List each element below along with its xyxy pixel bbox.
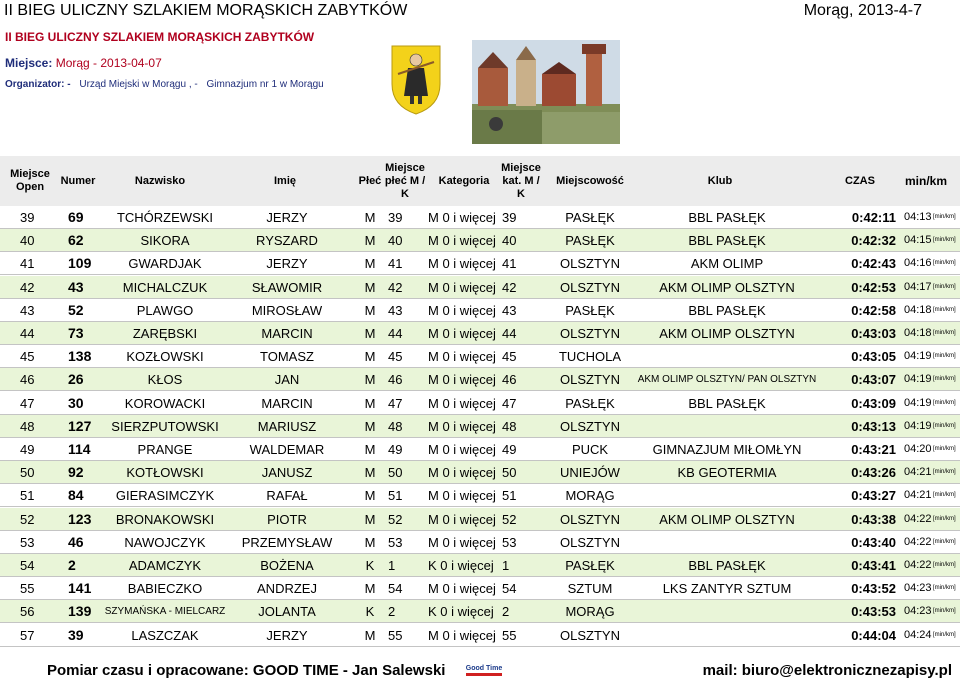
cell-place-category: 2 xyxy=(502,604,510,620)
cell-time: 0:43:26 xyxy=(851,465,896,481)
cell-place-category: 54 xyxy=(502,581,517,597)
cell-category: K 0 i więcej xyxy=(428,604,494,620)
cell-place-sex: 1 xyxy=(388,558,396,573)
cell-open-place: 46 xyxy=(20,372,35,388)
cell-bib-number: 43 xyxy=(68,278,84,295)
cell-category: M 0 i więcej xyxy=(428,256,496,272)
cell-bib-number: 26 xyxy=(68,371,84,388)
cell-place-sex: 47 xyxy=(388,395,403,411)
cell-bib-number: 109 xyxy=(68,255,92,272)
table-row xyxy=(0,554,960,577)
cell-open-place: 42 xyxy=(20,279,35,295)
cell-bib-number: 138 xyxy=(68,348,92,365)
organizer-label: Organizator: - xyxy=(5,79,71,90)
cell-pace: 04:23 xyxy=(904,605,932,618)
cell-city: MORĄG xyxy=(565,488,615,504)
cell-surname: PLAWGO xyxy=(136,302,194,318)
cell-first-name: BOŻENA xyxy=(260,558,314,573)
table-row xyxy=(0,484,960,507)
cell-sex: M xyxy=(364,511,376,527)
cell-category: M 0 i więcej xyxy=(428,465,496,481)
good-time-logo xyxy=(466,661,502,677)
cell-club: BBL PASŁĘK xyxy=(688,233,766,249)
col-first-name: Imię xyxy=(273,174,296,187)
cell-first-name: JANUSZ xyxy=(261,465,313,481)
cell-first-name: ANDRZEJ xyxy=(257,581,317,597)
cell-bib-number: 84 xyxy=(68,487,84,504)
cell-city: PUCK xyxy=(571,442,609,457)
col-category: Kategoria xyxy=(438,174,490,187)
cell-time: 0:42:11 xyxy=(851,210,896,225)
cell-sex: M xyxy=(364,233,376,249)
cell-city: PASŁĘK xyxy=(565,558,615,573)
cell-time: 0:42:58 xyxy=(851,302,896,318)
cell-pace-unit: [min/km] xyxy=(933,631,956,638)
cell-bib-number: 114 xyxy=(68,441,91,457)
cell-sex: M xyxy=(364,627,376,643)
cell-place-category: 47 xyxy=(502,395,517,411)
cell-bib-number: 92 xyxy=(68,464,84,481)
cell-time: 0:43:52 xyxy=(851,581,896,597)
cell-category: M 0 i więcej xyxy=(428,534,496,550)
cell-surname: KOTŁOWSKI xyxy=(126,465,204,481)
cell-open-place: 50 xyxy=(20,465,35,481)
cell-category: M 0 i więcej xyxy=(428,326,496,341)
table-row xyxy=(0,299,960,322)
cell-first-name: JERZY xyxy=(266,627,308,643)
cell-time: 0:43:13 xyxy=(851,418,896,434)
cell-club: AKM OLIMP OLSZTYN/ PAN OLSZTYN xyxy=(637,374,817,386)
cell-club xyxy=(628,484,826,507)
cell-sex: M xyxy=(364,349,376,365)
cell-surname: NAWOJCZYK xyxy=(124,534,206,550)
cell-place-sex: 49 xyxy=(388,442,403,457)
table-row xyxy=(0,345,960,368)
cell-first-name: JAN xyxy=(274,372,300,388)
organizer-line xyxy=(5,79,330,90)
cell-time: 0:43:41 xyxy=(851,558,896,573)
cell-time: 0:43:53 xyxy=(851,604,896,620)
cell-place-sex: 40 xyxy=(388,233,403,249)
cell-place-sex: 54 xyxy=(388,581,403,597)
cell-pace: 04:22 xyxy=(904,559,932,571)
cell-pace-unit: [min/km] xyxy=(933,538,956,545)
table-row xyxy=(0,276,960,299)
cell-pace: 04:16 xyxy=(904,257,932,270)
cell-surname: BRONAKOWSKI xyxy=(115,511,215,527)
place-label: Miejsce: xyxy=(5,56,53,70)
cell-open-place: 47 xyxy=(20,395,35,411)
cell-category: M 0 i więcej xyxy=(428,442,496,457)
cell-bib-number: 39 xyxy=(68,626,84,643)
cell-first-name: JERZY xyxy=(266,210,308,225)
cell-open-place: 41 xyxy=(20,256,35,272)
footer-timing-credit: Pomiar czasu i opracowane: GOOD TIME - Jan Salewski xyxy=(47,662,446,679)
cell-city: OLSZTYN xyxy=(560,534,620,550)
cell-bib-number: 73 xyxy=(68,325,84,341)
cell-place-sex: 48 xyxy=(388,418,403,434)
cell-place-sex: 43 xyxy=(388,302,403,318)
cell-place-sex: 42 xyxy=(388,279,403,295)
cell-time: 0:43:05 xyxy=(851,349,896,365)
cell-open-place: 48 xyxy=(20,418,35,434)
cell-surname: TCHÓRZEWSKI xyxy=(116,210,214,225)
cell-surname: KŁOS xyxy=(147,372,183,388)
cell-surname: SIERZPUTOWSKI xyxy=(111,418,219,434)
cell-pace: 04:19 xyxy=(904,419,932,432)
cell-pace-unit: [min/km] xyxy=(933,608,956,615)
cell-open-place: 45 xyxy=(20,349,35,365)
cell-category: M 0 i więcej xyxy=(428,210,496,225)
cell-pace-unit: [min/km] xyxy=(933,562,956,568)
cell-pace: 04:18 xyxy=(904,327,932,339)
cell-place-sex: 52 xyxy=(388,511,403,527)
table-row xyxy=(0,206,960,229)
cell-club xyxy=(628,624,826,647)
col-sex: Płeć xyxy=(358,174,382,187)
table-row xyxy=(0,461,960,484)
cell-sex: M xyxy=(364,465,376,481)
cell-category: M 0 i więcej xyxy=(428,395,496,411)
table-row xyxy=(0,368,960,391)
cell-sex: M xyxy=(364,418,376,434)
cell-club: AKM OLIMP OLSZTYN xyxy=(659,279,795,295)
organizer-1: Urząd Miejski w Morągu , - xyxy=(79,79,198,90)
cell-place-sex: 2 xyxy=(388,604,396,620)
cell-bib-number: 62 xyxy=(68,232,84,249)
cell-open-place: 52 xyxy=(20,511,35,527)
cell-pace-unit: [min/km] xyxy=(933,306,956,313)
cell-pace-unit: [min/km] xyxy=(933,260,956,267)
table-row xyxy=(0,392,960,415)
cell-place-category: 43 xyxy=(502,302,517,318)
cell-first-name: JOLANTA xyxy=(258,604,316,620)
cell-first-name: RYSZARD xyxy=(256,233,318,249)
cell-open-place: 40 xyxy=(20,233,35,249)
cell-surname: LASZCZAK xyxy=(131,627,199,643)
organizer-2: Gimnazjum nr 1 w Morągu xyxy=(206,79,324,90)
cell-club xyxy=(628,415,826,438)
cell-open-place: 39 xyxy=(20,210,35,225)
cell-pace: 04:19 xyxy=(904,396,932,409)
cell-pace-unit: [min/km] xyxy=(933,469,956,476)
cell-pace-unit: [min/km] xyxy=(933,585,956,592)
cell-category: K 0 i więcej xyxy=(428,558,494,573)
cell-place-category: 40 xyxy=(502,233,517,249)
cell-pace-unit: [min/km] xyxy=(933,399,956,406)
cell-open-place: 57 xyxy=(20,627,35,643)
cell-club xyxy=(628,531,826,554)
cell-city: OLSZTYN xyxy=(560,279,620,295)
cell-time: 0:43:09 xyxy=(851,395,896,411)
cell-city: PASŁĘK xyxy=(565,233,615,249)
top-header-bar xyxy=(0,0,960,22)
cell-club: KB GEOTERMIA xyxy=(677,465,777,481)
cell-city: TUCHOLA xyxy=(558,349,622,365)
cell-sex: K xyxy=(365,604,375,620)
cell-city: OLSZTYN xyxy=(560,326,620,341)
cell-pace: 04:24 xyxy=(904,628,932,641)
cell-category: M 0 i więcej xyxy=(428,372,496,388)
cell-category: M 0 i więcej xyxy=(428,279,496,295)
cell-category: M 0 i więcej xyxy=(428,418,496,434)
cell-place-sex: 45 xyxy=(388,349,403,365)
cell-category: M 0 i więcej xyxy=(428,488,496,504)
cell-pace: 04:22 xyxy=(904,535,932,548)
cell-first-name: MARIUSZ xyxy=(257,418,317,434)
cell-bib-number: 123 xyxy=(68,510,92,527)
cell-place-category: 53 xyxy=(502,534,517,550)
cell-bib-number: 141 xyxy=(68,580,92,597)
cell-club: BBL PASŁĘK xyxy=(688,395,766,411)
cell-first-name: WALDEMAR xyxy=(249,442,325,457)
table-header xyxy=(0,156,960,206)
cell-surname: MICHALCZUK xyxy=(122,279,208,295)
cell-category: M 0 i więcej xyxy=(428,302,496,318)
cell-first-name: SŁAWOMIR xyxy=(251,279,323,295)
cell-sex: M xyxy=(364,395,376,411)
cell-place-category: 55 xyxy=(502,627,517,643)
place-line xyxy=(5,56,162,70)
cell-first-name: MARCIN xyxy=(261,395,313,411)
cell-pace: 04:15 xyxy=(904,234,932,247)
cell-club: AKM OLIMP OLSZTYN xyxy=(659,326,795,341)
table-row xyxy=(0,322,960,345)
cell-surname: ADAMCZYK xyxy=(128,558,202,573)
col-place-category: Miejsce kat. M / K xyxy=(501,161,541,200)
cell-place-sex: 44 xyxy=(388,326,403,341)
cell-pace: 04:19 xyxy=(904,350,932,363)
cell-sex: K xyxy=(365,558,375,573)
cell-club: BBL PASŁĘK xyxy=(688,210,766,225)
cell-pace: 04:13 xyxy=(904,211,932,223)
cell-open-place: 56 xyxy=(20,604,35,620)
cell-place-category: 1 xyxy=(502,558,510,573)
cell-time: 0:42:53 xyxy=(851,279,896,295)
cell-place-category: 51 xyxy=(502,488,517,504)
cell-pace-unit: [min/km] xyxy=(933,214,956,220)
report-title: II BIEG ULICZNY SZLAKIEM MORĄSKICH ZABYTKÓW xyxy=(4,2,408,19)
cell-category: M 0 i więcej xyxy=(428,511,496,527)
cell-club: BBL PASŁĘK xyxy=(688,558,766,573)
cell-place-sex: 46 xyxy=(388,372,403,388)
cell-pace-unit: [min/km] xyxy=(933,353,956,360)
page-footer xyxy=(0,652,960,684)
cell-club: BBL PASŁĘK xyxy=(688,302,766,318)
cell-pace: 04:23 xyxy=(904,582,932,595)
cell-time: 0:43:27 xyxy=(851,488,896,504)
footer-email: mail: biuro@elektronicznezapisy.pl xyxy=(702,662,952,679)
cell-sex: M xyxy=(364,442,376,457)
cell-pace-unit: [min/km] xyxy=(933,446,956,452)
report-place-date: Morąg, 2013-4-7 xyxy=(803,2,922,19)
cell-time: 0:43:03 xyxy=(851,326,896,341)
table-row xyxy=(0,531,960,554)
cell-city: SZTUM xyxy=(567,581,613,597)
cell-time: 0:43:40 xyxy=(851,534,896,550)
cell-place-category: 49 xyxy=(502,442,517,457)
cell-first-name: TOMASZ xyxy=(260,349,314,365)
cell-city: PASŁĘK xyxy=(565,395,615,411)
cell-sex: M xyxy=(364,534,376,550)
cell-club: LKS ZANTYR SZTUM xyxy=(662,581,792,597)
cell-place-category: 45 xyxy=(502,349,517,365)
cell-surname: PRANGE xyxy=(137,442,193,457)
cell-pace: 04:21 xyxy=(904,489,932,502)
cell-category: M 0 i więcej xyxy=(428,233,496,249)
cell-pace-unit: [min/km] xyxy=(933,330,956,336)
cell-sex: M xyxy=(364,256,376,272)
cell-sex: M xyxy=(364,581,376,597)
table-row xyxy=(0,252,960,275)
cell-bib-number: 127 xyxy=(68,417,92,434)
cell-sex: M xyxy=(364,279,376,295)
table-row xyxy=(0,229,960,252)
cell-time: 0:43:38 xyxy=(851,511,896,527)
cell-category: M 0 i więcej xyxy=(428,581,496,597)
cell-pace: 04:21 xyxy=(904,466,932,479)
logo-text: Good Time xyxy=(466,665,502,672)
cell-place-category: 48 xyxy=(502,418,517,434)
cell-place-sex: 53 xyxy=(388,534,403,550)
cell-place-sex: 41 xyxy=(388,256,403,272)
row-divider xyxy=(0,646,960,647)
cell-city: OLSZTYN xyxy=(560,511,620,527)
town-collage-photo xyxy=(472,40,620,144)
cell-surname: ZARĘBSKI xyxy=(132,326,198,341)
cell-place-category: 52 xyxy=(502,511,517,527)
cell-bib-number: 2 xyxy=(68,557,76,573)
col-number: Numer xyxy=(60,174,96,187)
cell-city: PASŁĘK xyxy=(565,210,615,225)
cell-sex: M xyxy=(364,302,376,318)
cell-first-name: PRZEMYSŁAW xyxy=(241,534,333,550)
cell-time: 0:43:21 xyxy=(851,442,896,457)
cell-category: M 0 i więcej xyxy=(428,349,496,365)
cell-pace-unit: [min/km] xyxy=(933,237,956,244)
cell-time: 0:42:32 xyxy=(851,233,896,249)
cell-open-place: 43 xyxy=(20,302,35,318)
cell-pace: 04:17 xyxy=(904,280,932,293)
cell-club xyxy=(628,345,826,368)
cell-club: GIMNAZJUM MIŁOMŁYN xyxy=(652,442,802,457)
cell-place-category: 39 xyxy=(502,210,517,225)
cell-surname: GIERASIMCZYK xyxy=(115,488,215,504)
cell-surname: SIKORA xyxy=(140,233,190,249)
cell-bib-number: 139 xyxy=(68,603,92,620)
cell-club: AKM OLIMP xyxy=(690,256,764,272)
cell-time: 0:42:43 xyxy=(851,256,896,272)
cell-city: PASŁĘK xyxy=(565,302,615,318)
col-open: Miejsce Open xyxy=(10,168,50,193)
cell-place-sex: 50 xyxy=(388,465,403,481)
cell-club: AKM OLIMP OLSZTYN xyxy=(659,511,795,527)
cell-pace-unit: [min/km] xyxy=(933,422,956,429)
place-value: Morąg - 2013-04-07 xyxy=(55,56,162,70)
cell-place-category: 44 xyxy=(502,326,517,341)
col-club: Klub xyxy=(707,174,733,187)
cell-first-name: MIROSŁAW xyxy=(251,302,323,318)
cell-first-name: MARCIN xyxy=(261,326,313,341)
cell-pace: 04:22 xyxy=(904,512,932,525)
cell-city: UNIEJÓW xyxy=(560,465,620,481)
cell-surname: BABIECZKO xyxy=(127,581,203,597)
cell-first-name: RAFAŁ xyxy=(266,488,308,504)
cell-surname: GWARDJAK xyxy=(128,256,202,272)
town-crest-image xyxy=(370,44,462,116)
cell-first-name: JERZY xyxy=(266,256,308,272)
cell-open-place: 53 xyxy=(20,534,35,550)
cell-place-category: 50 xyxy=(502,465,517,481)
cell-first-name: PIOTR xyxy=(267,511,307,527)
cell-city: OLSZTYN xyxy=(560,418,620,434)
table-row xyxy=(0,508,960,531)
cell-place-category: 46 xyxy=(502,372,517,388)
cell-pace-unit: [min/km] xyxy=(933,492,956,499)
cell-pace-unit: [min/km] xyxy=(933,515,956,522)
cell-open-place: 44 xyxy=(20,326,35,341)
cell-bib-number: 52 xyxy=(68,301,84,318)
table-row xyxy=(0,577,960,600)
race-title: II BIEG ULICZNY SZLAKIEM MORĄSKICH ZABYTKÓW xyxy=(5,30,315,44)
table-row xyxy=(0,600,960,623)
col-place-sex: Miejsce płeć M / K xyxy=(384,161,426,200)
cell-bib-number: 30 xyxy=(68,394,84,411)
cell-time: 0:43:07 xyxy=(851,372,896,388)
cell-pace: 04:19 xyxy=(904,373,932,386)
cell-open-place: 55 xyxy=(20,581,35,597)
cell-pace-unit: [min/km] xyxy=(933,283,956,290)
cell-pace: 04:20 xyxy=(904,443,932,455)
cell-city: OLSZTYN xyxy=(560,256,620,272)
cell-place-sex: 39 xyxy=(388,210,403,225)
cell-sex: M xyxy=(364,372,376,388)
cell-sex: M xyxy=(364,210,376,225)
cell-open-place: 51 xyxy=(20,488,35,504)
cell-sex: M xyxy=(364,488,376,504)
cell-surname: KOZŁOWSKI xyxy=(126,349,204,365)
cell-surname: SZYMAŃSKA - MIELCARZ xyxy=(104,606,226,618)
table-row xyxy=(0,438,960,461)
cell-surname: KOROWACKI xyxy=(124,395,206,411)
cell-time: 0:44:04 xyxy=(851,627,896,643)
cell-city: OLSZTYN xyxy=(560,372,620,388)
cell-place-category: 41 xyxy=(502,256,517,272)
col-pace: min/km xyxy=(904,173,947,188)
cell-open-place: 49 xyxy=(20,442,35,457)
cell-city: OLSZTYN xyxy=(560,627,620,643)
cell-place-category: 42 xyxy=(502,279,517,295)
cell-club xyxy=(628,600,826,623)
table-row xyxy=(0,624,960,647)
cell-sex: M xyxy=(364,326,376,341)
cell-bib-number: 46 xyxy=(68,533,84,550)
cell-place-sex: 55 xyxy=(388,627,403,643)
cell-city: MORĄG xyxy=(565,604,615,620)
table-row xyxy=(0,415,960,438)
cell-place-sex: 51 xyxy=(388,488,403,504)
cell-bib-number: 69 xyxy=(68,209,84,225)
cell-open-place: 54 xyxy=(20,558,35,573)
cell-category: M 0 i więcej xyxy=(428,627,496,643)
col-time: CZAS xyxy=(845,174,875,187)
col-city: Miejscowość xyxy=(556,174,624,187)
col-surname: Nazwisko xyxy=(134,174,186,187)
cell-pace-unit: [min/km] xyxy=(933,376,956,383)
cell-pace: 04:18 xyxy=(904,303,932,316)
